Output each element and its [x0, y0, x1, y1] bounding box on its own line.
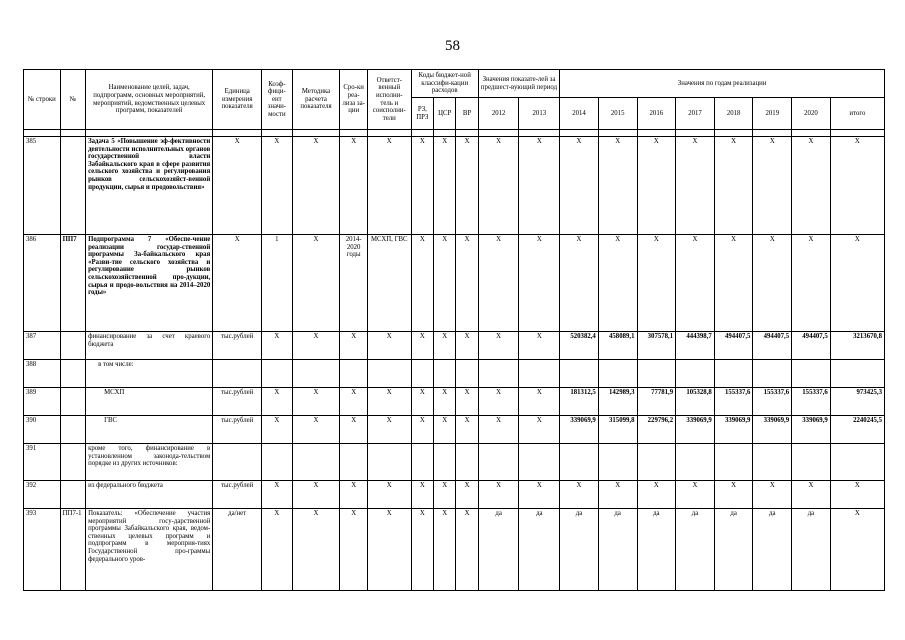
- row-2015: X: [598, 235, 637, 332]
- row-name: из федерального бюджета: [86, 481, 213, 509]
- row-terms: X: [340, 481, 367, 509]
- row-2012: X: [478, 388, 519, 416]
- row-2019: 155337,6: [753, 388, 792, 416]
- row-total: 3213670,8: [830, 332, 884, 360]
- row-2016: X: [637, 481, 676, 509]
- row-2014: 181312,5: [560, 388, 599, 416]
- row-2013: X: [519, 416, 560, 444]
- row-terms: 2014-2020 годы: [340, 235, 367, 332]
- header-year-2020: 2020: [792, 98, 831, 130]
- row-2015: 142989,3: [598, 388, 637, 416]
- row-2018: 155337,6: [714, 388, 753, 416]
- row-id: 388: [24, 360, 61, 388]
- row-name: в том числе:: [86, 360, 213, 388]
- row-method: X: [292, 137, 340, 235]
- row-no: ПП7: [60, 235, 85, 332]
- row-2015: X: [598, 481, 637, 509]
- table-row: [24, 235, 885, 332]
- row-2019: 339069,9: [753, 416, 792, 444]
- row-2020: X: [792, 481, 831, 509]
- row-total: X: [830, 235, 884, 332]
- row-2017: X: [676, 481, 715, 509]
- header-row-no: № строки: [24, 70, 61, 130]
- row-unit: тыс.рублей: [213, 416, 262, 444]
- row-method: X: [292, 481, 340, 509]
- row-name: Показатель: «Обеспечение участия мероприятий госу-дарственной программы Забайкальского края, ведом-ственных целевых программ и подпрограмм в мероприя-тиях Государственной про-граммы федерального уров-: [86, 509, 213, 591]
- header-code-vr: ВР: [456, 98, 478, 130]
- table-header: [24, 70, 885, 130]
- table-row: [24, 509, 885, 591]
- row-id: 393: [24, 509, 61, 591]
- row-responsible: X: [367, 509, 411, 591]
- row-responsible: X: [367, 137, 411, 235]
- header-year-2018: 2018: [714, 98, 753, 130]
- row-2015: 458089,1: [598, 332, 637, 360]
- row-2016: 77781,9: [637, 388, 676, 416]
- header-year-2015: 2015: [598, 98, 637, 130]
- row-2013: X: [519, 332, 560, 360]
- row-2017: 339069,9: [676, 416, 715, 444]
- row-code-vr: X: [456, 481, 478, 509]
- row-2013: X: [519, 481, 560, 509]
- row-2012: X: [478, 481, 519, 509]
- header-years-title: Значения по годам реализации: [560, 70, 885, 98]
- row-2018: 339069,9: [714, 416, 753, 444]
- row-2013: X: [519, 235, 560, 332]
- row-2018: 494407,5: [714, 332, 753, 360]
- row-2014: X: [560, 137, 599, 235]
- row-terms: X: [340, 332, 367, 360]
- row-id: 386: [24, 235, 61, 332]
- row-2020: 494407,5: [792, 332, 831, 360]
- row-terms: X: [340, 137, 367, 235]
- row-2019: X: [753, 481, 792, 509]
- row-unit: X: [213, 137, 262, 235]
- row-total: 2240245,5: [830, 416, 884, 444]
- table-row: [24, 416, 885, 444]
- row-2017: 105328,8: [676, 388, 715, 416]
- table-row: [24, 444, 885, 481]
- row-coef: X: [262, 509, 293, 591]
- row-2016: 307578,1: [637, 332, 676, 360]
- row-method: X: [292, 388, 340, 416]
- row-2015: X: [598, 137, 637, 235]
- row-2018: да: [714, 509, 753, 591]
- header-coef: Коэф-фици-ент значи-мости: [262, 70, 293, 130]
- row-name: Подпрограмма 7 «Обеспе-чение реализации государ-ственной программы За-байкальского края «Разви-тие сельского хозяйства и регулирование рынков сельскохозяйственной про-дукции, сырья и продо-вольствия на 2014–2020 годы»: [86, 235, 213, 332]
- row-no: [60, 137, 85, 235]
- row-total: X: [830, 137, 884, 235]
- row-2012: X: [478, 137, 519, 235]
- header-budget-codes: Коды бюджет-ной классифи-кации расходов: [411, 70, 478, 98]
- row-2015: 315099,8: [598, 416, 637, 444]
- row-no: [60, 388, 85, 416]
- row-id: 389: [24, 388, 61, 416]
- row-id: 392: [24, 481, 61, 509]
- row-total: X: [830, 481, 884, 509]
- row-2012: да: [478, 509, 519, 591]
- row-no: [60, 444, 85, 481]
- header-year-2019: 2019: [753, 98, 792, 130]
- row-2019: X: [753, 235, 792, 332]
- row-unit: X: [213, 235, 262, 332]
- row-code-csr: X: [434, 235, 456, 332]
- row-code-rz: X: [411, 332, 433, 360]
- row-coef: X: [262, 332, 293, 360]
- row-method: X: [292, 509, 340, 591]
- row-no: [60, 360, 85, 388]
- row-code-csr: X: [434, 332, 456, 360]
- row-code-rz: X: [411, 388, 433, 416]
- row-code-rz: X: [411, 481, 433, 509]
- table-row: [24, 481, 885, 509]
- row-2012: X: [478, 416, 519, 444]
- header-year-2014: 2014: [560, 98, 599, 130]
- row-2013: X: [519, 137, 560, 235]
- row-2019: X: [753, 137, 792, 235]
- row-2017: X: [676, 235, 715, 332]
- row-code-vr: X: [456, 509, 478, 591]
- row-no: ПП7-1: [60, 509, 85, 591]
- row-2017: да: [676, 509, 715, 591]
- row-2020: 155337,6: [792, 388, 831, 416]
- row-name: ГВС: [86, 416, 213, 444]
- row-terms: X: [340, 416, 367, 444]
- header-code-csr: ЦСР: [434, 98, 456, 130]
- row-2014: X: [560, 481, 599, 509]
- row-2018: X: [714, 481, 753, 509]
- row-terms: X: [340, 509, 367, 591]
- row-code-vr: X: [456, 388, 478, 416]
- row-unit: тыс.рублей: [213, 481, 262, 509]
- row-coef: X: [262, 137, 293, 235]
- row-code-csr: X: [434, 509, 456, 591]
- row-2018: X: [714, 137, 753, 235]
- header-year-2013: 2013: [519, 98, 560, 130]
- row-id: 385: [24, 137, 61, 235]
- row-coef: X: [262, 481, 293, 509]
- row-unit: да/нет: [213, 509, 262, 591]
- row-name: кроме того, финансирование в установленном законода-тельством порядке из других источников:: [86, 444, 213, 481]
- row-method: X: [292, 332, 340, 360]
- row-no: [60, 332, 85, 360]
- row-responsible: X: [367, 332, 411, 360]
- row-no: [60, 481, 85, 509]
- header-year-2012: 2012: [478, 98, 519, 130]
- row-2014: да: [560, 509, 599, 591]
- header-unit: Единица измерения показателя: [213, 70, 262, 130]
- row-2014: 520382,4: [560, 332, 599, 360]
- row-2014: X: [560, 235, 599, 332]
- header-year-2017: 2017: [676, 98, 715, 130]
- row-method: X: [292, 416, 340, 444]
- table-row: [24, 360, 885, 388]
- row-responsible: МСХП, ГВС: [367, 235, 411, 332]
- row-2017: 444398,7: [676, 332, 715, 360]
- row-code-csr: X: [434, 388, 456, 416]
- row-code-vr: X: [456, 332, 478, 360]
- row-terms: X: [340, 388, 367, 416]
- row-code-vr: X: [456, 416, 478, 444]
- header-method: Методика расчета показателя: [292, 70, 340, 130]
- row-unit: тыс.рублей: [213, 332, 262, 360]
- row-coef: X: [262, 388, 293, 416]
- row-2012: X: [478, 235, 519, 332]
- row-2013: X: [519, 388, 560, 416]
- header-name: Наименование целей, задач, подпрограмм, основных мероприятий, мероприятий, ведомственных целевых программ, показателей: [86, 70, 213, 130]
- row-2016: 229796,2: [637, 416, 676, 444]
- header-responsible: Ответст-венный исполни-тель и соисполни-тели: [367, 70, 411, 130]
- header-prev-period: Значения показате-лей за предшест-вующий период: [478, 70, 559, 98]
- row-2013: да: [519, 509, 560, 591]
- row-code-rz: X: [411, 235, 433, 332]
- row-name: финансирование за счет краевого бюджета: [86, 332, 213, 360]
- header-terms: Сро-ки реа-лиза за-ции: [340, 70, 367, 130]
- row-code-vr: X: [456, 235, 478, 332]
- row-code-csr: X: [434, 416, 456, 444]
- row-2012: X: [478, 332, 519, 360]
- row-2016: да: [637, 509, 676, 591]
- row-id: 387: [24, 332, 61, 360]
- row-coef: X: [262, 416, 293, 444]
- row-2018: X: [714, 235, 753, 332]
- row-name: МСХП: [86, 388, 213, 416]
- row-unit: тыс.рублей: [213, 388, 262, 416]
- indicators-table: [23, 69, 885, 591]
- row-2020: 339069,9: [792, 416, 831, 444]
- row-id: 390: [24, 416, 61, 444]
- row-id: 391: [24, 444, 61, 481]
- row-name: Задача 5 «Повышение эф-фективности деятельности исполнительных органов государственной власти Забайкальского края в сфере развития сельского хозяйства и регулирования рынков сельскохозяйст-венной продукции, сырья и продовольствия»: [86, 137, 213, 235]
- row-responsible: X: [367, 416, 411, 444]
- header-year-2016: 2016: [637, 98, 676, 130]
- header-total: итого: [830, 98, 884, 130]
- row-total: X: [830, 509, 884, 591]
- row-2014: 339069,9: [560, 416, 599, 444]
- row-code-rz: X: [411, 509, 433, 591]
- row-total: 973425,3: [830, 388, 884, 416]
- table-row: [24, 332, 885, 360]
- row-2019: да: [753, 509, 792, 591]
- row-code-csr: X: [434, 481, 456, 509]
- row-no: [60, 416, 85, 444]
- row-2017: X: [676, 137, 715, 235]
- row-2016: X: [637, 137, 676, 235]
- row-responsible: X: [367, 388, 411, 416]
- header-code-rz: РЗ, ПРЗ: [411, 98, 433, 130]
- row-2015: да: [598, 509, 637, 591]
- header-no: №: [60, 70, 85, 130]
- row-responsible: X: [367, 481, 411, 509]
- row-code-rz: X: [411, 137, 433, 235]
- row-code-rz: X: [411, 416, 433, 444]
- row-2020: да: [792, 509, 831, 591]
- row-2020: X: [792, 137, 831, 235]
- row-method: X: [292, 235, 340, 332]
- table-row: [24, 388, 885, 416]
- row-coef: 1: [262, 235, 293, 332]
- table-row: [24, 137, 885, 235]
- page-number: 58: [445, 38, 460, 54]
- row-2019: 494407,5: [753, 332, 792, 360]
- row-code-csr: X: [434, 137, 456, 235]
- row-2020: X: [792, 235, 831, 332]
- row-2016: X: [637, 235, 676, 332]
- row-code-vr: X: [456, 137, 478, 235]
- table-body: [24, 130, 885, 591]
